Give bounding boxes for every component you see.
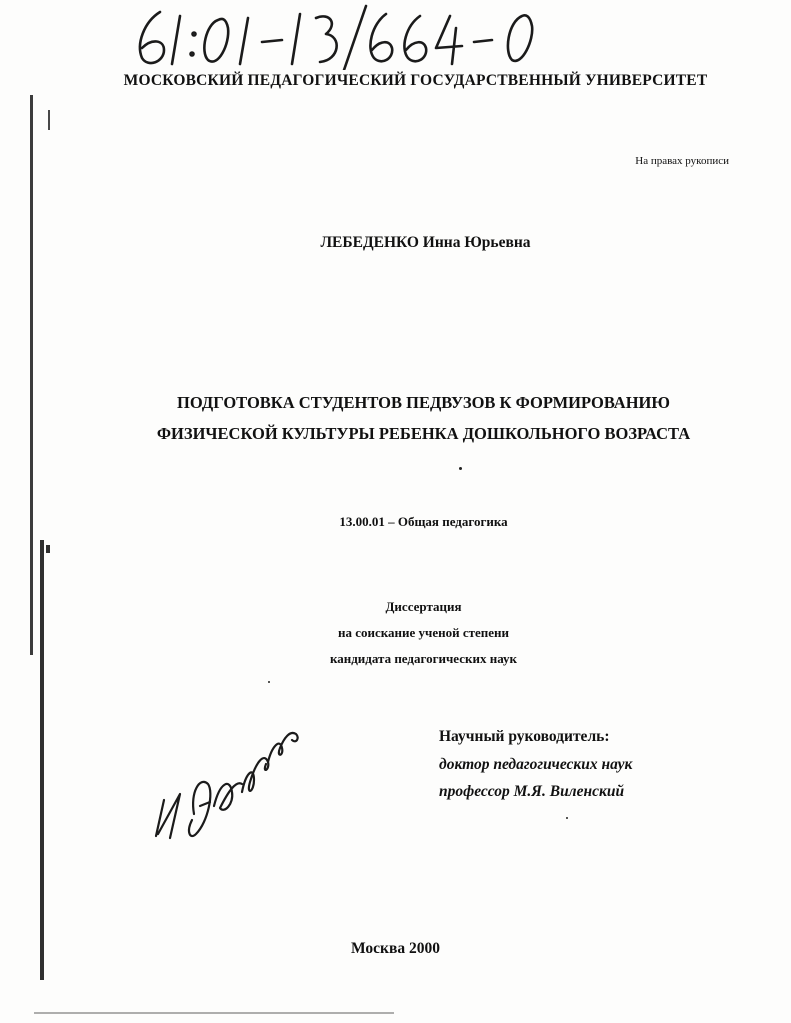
archive-number-handwriting xyxy=(130,4,570,70)
dissertation-title-line-2: ФИЗИЧЕСКОЙ КУЛЬТУРЫ РЕБЕНКА ДОШКОЛЬНОГО ВОЗРАСТА xyxy=(156,424,691,443)
specialty-code: 13.00.01 – Общая педагогика xyxy=(339,514,508,529)
university-name: МОСКОВСКИЙ ПЕДАГОГИЧЕСКИЙ ГОСУДАРСТВЕННЫЙ УНИВЕРСИТЕТ xyxy=(123,72,708,89)
degree-purpose: на соискание ученой степени xyxy=(337,625,510,640)
scan-edge-line xyxy=(30,95,33,655)
scan-speck xyxy=(268,681,270,683)
scientific-advisor-block xyxy=(439,728,632,810)
scan-edge-line xyxy=(48,110,50,130)
author-name: ЛЕБЕДЕНКО Инна Юрьевна xyxy=(320,234,531,251)
scan-speck xyxy=(566,817,568,819)
scan-speck xyxy=(459,467,462,470)
dissertation-label: Диссертация xyxy=(385,599,462,614)
rights-note: На правах рукописи xyxy=(635,155,729,167)
advisor-degree: доктор педагогических наук xyxy=(439,756,633,773)
advisor-name: профессор М.Я. Виленский xyxy=(439,783,625,800)
degree-name: кандидата педагогических наук xyxy=(329,651,518,666)
dissertation-title-line-1: ПОДГОТОВКА СТУДЕНТОВ ПЕДВУЗОВ К ФОРМИРОВАНИЮ xyxy=(177,393,670,412)
advisor-heading: Научный руководитель: xyxy=(439,728,610,745)
scan-edge-line xyxy=(34,1012,394,1014)
author-signature xyxy=(150,722,310,852)
scan-edge-line xyxy=(46,545,50,553)
city-and-year: Москва 2000 xyxy=(351,940,440,957)
